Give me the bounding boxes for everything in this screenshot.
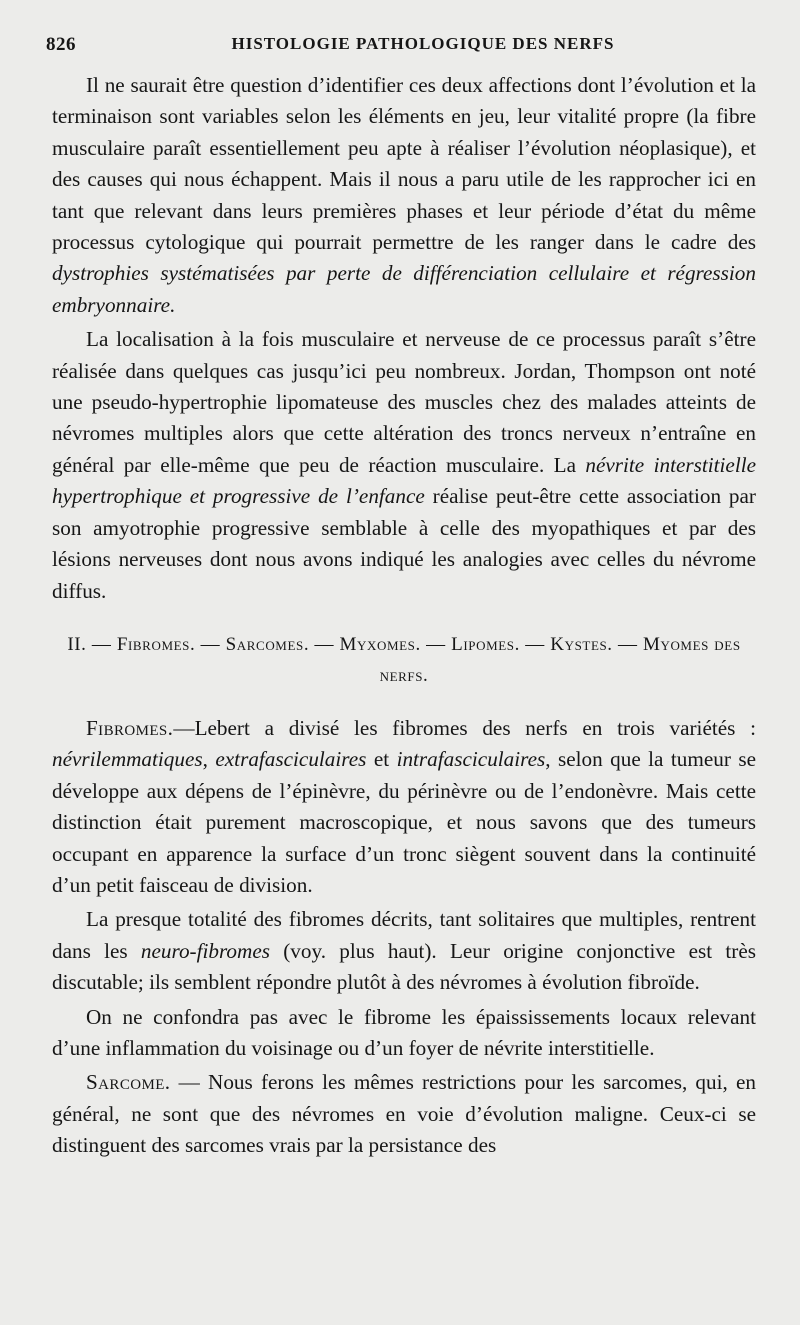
- paragraph-confondra: On ne confondra pas avec le fibrome les épaississements locaux relevant d’une inflammation du voisinage ou d’un foyer de névrite interstitielle.: [52, 1004, 756, 1060]
- paragraph-1-italic: dystrophies systématisées par perte de différenciation cellulaire et régression embryonnaire.: [52, 261, 756, 317]
- page-body: [52, 70, 756, 1162]
- fibromes-text-1: —Lebert a divisé les fibromes des nerfs en trois variétés :: [173, 715, 756, 740]
- page-header: [46, 34, 760, 60]
- totalite-text-a: La presque totalité des fibromes décrits, tant solitaires que multiples, rentrent dans les: [52, 907, 756, 963]
- totalite-text-b: (voy. plus haut). Leur origine conjonctive est très discutable; ils semblent répondre plutôt à des névromes à évolution fibroïde.: [52, 938, 756, 995]
- totalite-italic: neuro-fibromes: [140, 938, 270, 963]
- paragraph-2: [52, 324, 756, 607]
- fibromes-lead: Fibromes.: [86, 715, 174, 740]
- fibromes-text-3: et: [366, 747, 397, 772]
- paragraph-fibromes: [52, 713, 756, 901]
- fibromes-italic-1: névrilemmatiques: [52, 747, 203, 772]
- fibromes-italic-3: intrafasciculaires: [396, 747, 546, 772]
- fibromes-italic-2: extrafasciculaires: [215, 747, 367, 772]
- fibromes-text-2: ,: [202, 747, 216, 772]
- paragraph-totalite: [52, 904, 756, 998]
- running-title: HISTOLOGIE PATHOLOGIQUE DES NERFS: [231, 34, 615, 53]
- section-heading: II. — Fibromes. — Sarcomes. — Myxomes. — Lipomes. — Kystes. — Myomes des nerfs.: [67, 633, 741, 686]
- paragraph-1-text: Il ne saurait être question d’identifier ces deux affections dont l’évolution et la terminaison sont variables selon les éléments en jeu, leur vitalité propre (la fibre musculaire paraît essentiellement peu apte à réaliser l’évolution néoplasique), et des causes qui nous échappent. Mais il nous a paru utile de les rapprocher ici en tant que relevant dans leurs premières phases et leur période d’état du même processus cytologique qui pourrait permettre de les ranger dans le cadre des: [52, 73, 756, 255]
- sarcome-text: — Nous ferons les mêmes restrictions pour les sarcomes, qui, en général, ne sont que des névromes en voie d’évolution maligne. Ceux-ci se distinguent des sarcomes vrais par la persistance des: [52, 1070, 756, 1158]
- paragraph-sarcome: [52, 1067, 756, 1161]
- sarcome-lead: Sarcome.: [86, 1070, 171, 1095]
- paragraph-2-text-a: La localisation à la fois musculaire et nerveuse de ce processus paraît s’être réalisée dans quelques cas jusqu’ici peu nombreux. Jordan, Thompson ont noté une pseudo-hypertrophie lipomateuse des muscles chez des malades atteints de névromes multiples alors que cette altération des troncs nerveux n’entraîne en général par elle-même que peu de réaction musculaire. La: [52, 327, 756, 477]
- paragraph-2-text-b: réalise peut-être cette association par son amyotrophie progressive semblable à celle des myopathiques et par des lésions nerveuses dont nous avons indiqué les analogies avec celles du névrome diffus.: [52, 484, 756, 603]
- page-number: 826: [46, 34, 76, 55]
- paragraph-1: [52, 70, 756, 321]
- paragraph-2-italic: névrite interstitielle hypertrophique et progressive de l’enfance: [52, 452, 757, 509]
- fibromes-text-4: , selon que la tumeur se développe aux dépens de l’épinèvre, du périnèvre ou de l’endonèvre. Mais cette distinction était purement macroscopique, et nous savons que des tumeurs occupant en apparence la surface d’un tronc siègent souvent dans la continuité d’un petit faisceau de division.: [52, 747, 756, 897]
